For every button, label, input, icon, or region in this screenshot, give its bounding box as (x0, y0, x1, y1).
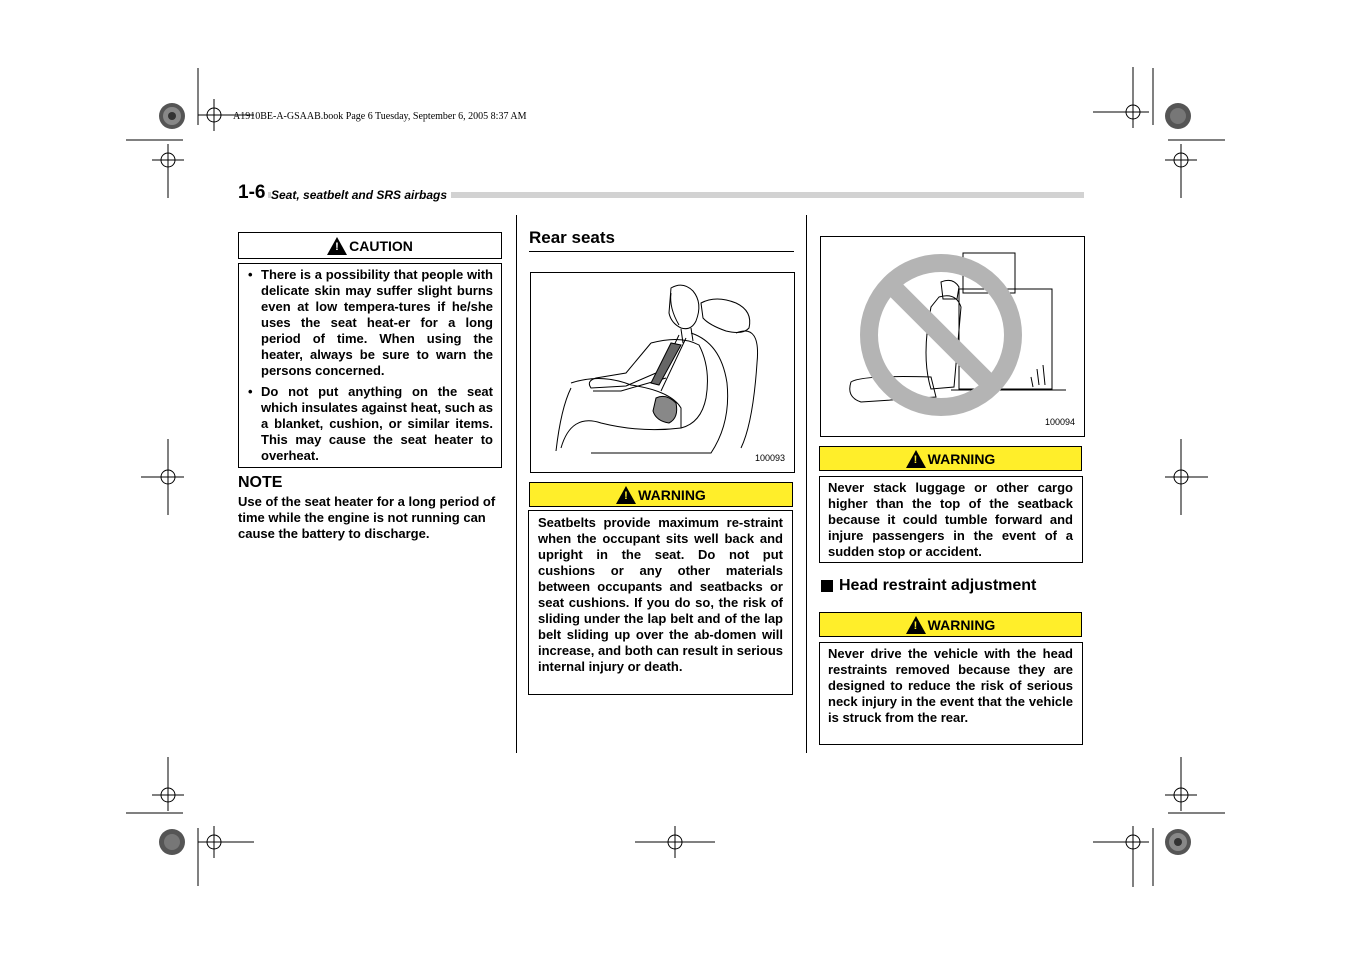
heading-rule (529, 251, 794, 252)
column-divider-2 (806, 215, 807, 753)
square-bullet-icon (821, 580, 833, 592)
note-text: Use of the seat heater for a long period of time while the engine is not running can cause the battery to discharge. (238, 494, 496, 541)
book-info-line: A1910BE-A-GSAAB.book Page 6 Tuesday, September 6, 2005 8:37 AM (233, 111, 527, 122)
warning-triangle-icon (906, 450, 926, 468)
warning-triangle-icon (616, 486, 636, 504)
page-number: 1-6 (238, 182, 268, 204)
head-restraint-heading: Head restraint adjustment (821, 577, 1036, 595)
warning-box-luggage (819, 476, 1083, 563)
caution-box (238, 263, 502, 468)
figure-seated-passenger (530, 272, 795, 473)
warning-label-luggage: ! WARNING (819, 446, 1082, 471)
figure-code-100093: 100093 (754, 453, 785, 463)
seated-passenger-illustration (531, 273, 794, 472)
caution-label: ! CAUTION (238, 232, 502, 259)
caution-item-2: • Do not put anything on the seat which insulates against heat, such as a blanket, cushion, or similar items. This may cause the seat heater to overheat. (239, 384, 493, 464)
column-divider-1 (516, 215, 517, 753)
warning-text-head-restraint: Never drive the vehicle with the head restraints removed because they are designed to reduce the risk of serious neck injury in the event that the vehicle is struck from the rear. (828, 646, 1073, 725)
note-title: NOTE (238, 474, 283, 491)
figure-stacked-luggage (820, 236, 1085, 437)
caution-item-1: • There is a possibility that people with delicate skin may suffer slight burns even at low tempera-tures if he/she uses the seat heat-er for a long period of time. When using the heater, always be sure to warn the persons concerned. (239, 267, 493, 379)
rear-seats-heading: Rear seats (529, 228, 616, 247)
warning-label-head-restraint: ! WARNING (819, 612, 1082, 637)
warning-text-luggage: Never stack luggage or other cargo higher than the top of the seatback because it could tumble forward and injure passengers in the event of a sudden stop or accident. (828, 480, 1073, 559)
warning-label-seatbelts: ! WARNING (529, 482, 793, 507)
warning-triangle-icon (906, 616, 926, 634)
warning-text-seatbelts: Seatbelts provide maximum re-straint when the occupant sits well back and upright in the seat. Do not put cushions or any other materials between occupants and seatbacks or seat cushions. If you do so, the risk of sliding under the lap belt and of the lap belt sliding up over the ab-domen will increase, and both can result in serious internal injury or death. (538, 515, 783, 674)
stacked-luggage-illustration (821, 237, 1084, 436)
warning-triangle-icon (327, 237, 347, 255)
figure-code-100094: 100094 (1044, 417, 1075, 427)
warning-box-head-restraint (819, 642, 1083, 745)
section-title: Seat, seatbelt and SRS airbags (271, 188, 451, 202)
warning-box-seatbelts (528, 510, 793, 695)
